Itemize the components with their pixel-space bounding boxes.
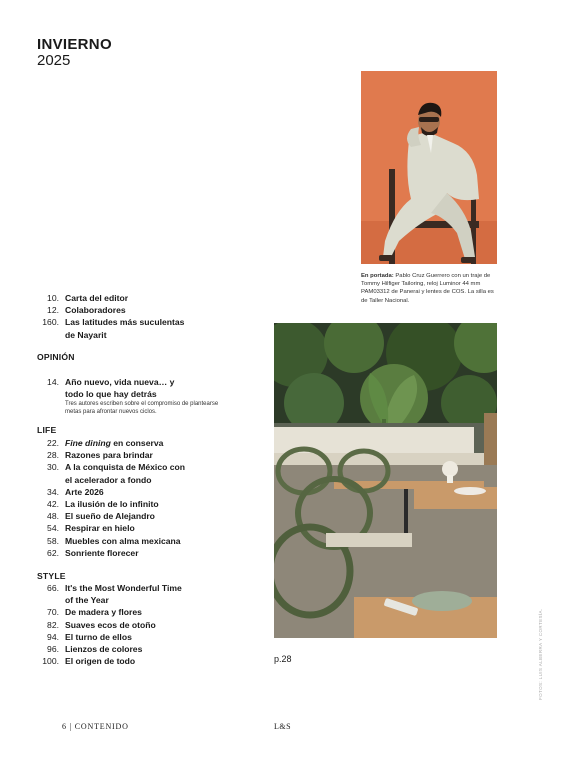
toc-entry-page: 28.: [47, 450, 59, 461]
toc-entry-title: Muebles con alma mexicana: [65, 535, 181, 546]
cover-portrait-illustration: [361, 71, 497, 264]
toc-life-items: [37, 437, 237, 559]
toc-entry-title-text: Año nuevo, vida nueva… y todo lo que hay detrás: [65, 377, 175, 400]
toc-entry-page: 58.: [47, 535, 59, 546]
issue-masthead: [37, 37, 112, 68]
toc-entry-page: 54.: [47, 523, 59, 534]
toc-entry[interactable]: [37, 437, 237, 449]
toc-entry-title: El origen de todo: [65, 656, 136, 667]
toc-entry-title: Sonriente florecer: [65, 547, 139, 558]
section-heading: STYLE: [37, 571, 66, 581]
toc-entry-page: 94.: [47, 631, 59, 642]
restaurant-photo[interactable]: [274, 323, 497, 638]
section-heading: LIFE: [37, 425, 57, 435]
toc-section-life: [37, 425, 237, 435]
toc-entry[interactable]: [37, 316, 187, 340]
toc-entry[interactable]: [37, 292, 237, 304]
toc-entry-title-rest: en conserva: [110, 438, 164, 448]
issue-year: 2025: [37, 52, 71, 69]
toc-entry-title: El turno de ellos: [65, 631, 132, 642]
toc-entry-title: [65, 437, 237, 449]
cover-caption: [361, 272, 501, 305]
toc-entry-title: Lienzos de colores: [65, 644, 143, 655]
toc-entry-title: [65, 376, 225, 417]
toc-entry[interactable]: [37, 582, 187, 606]
photo-credit: FOTOS: LUIS ALBERRA Y CORTESÍA.: [538, 608, 543, 700]
issue-season: INVIERNO: [37, 36, 112, 53]
toc-entry-title: A la conquista de México con el acelerador a fondo: [65, 462, 186, 485]
toc-entry-page: 66.: [47, 583, 59, 593]
toc-entry[interactable]: [37, 498, 237, 510]
toc-section-opinion: [37, 352, 237, 362]
toc-opinion-items: [37, 376, 237, 417]
feature-page-reference: p.28: [274, 654, 292, 664]
toc-entry-page: 12.: [47, 305, 59, 316]
toc-entry[interactable]: [37, 631, 237, 643]
toc-entry-page: 62.: [47, 547, 59, 558]
toc-style-items: [37, 582, 237, 667]
toc-entry[interactable]: [37, 522, 237, 534]
toc-entry-page: 100.: [42, 656, 59, 667]
toc-entry[interactable]: [37, 643, 237, 655]
toc-entry[interactable]: [37, 449, 237, 461]
toc-entry-page: 160.: [42, 317, 59, 328]
toc-entry-title: El sueño de Alejandro: [65, 511, 155, 522]
toc-entry-page: 96.: [47, 644, 59, 655]
toc-entry-title: Las latitudes más suculentas de Nayarit: [65, 317, 185, 340]
toc-entry[interactable]: [37, 655, 237, 667]
toc-entry[interactable]: [37, 461, 187, 485]
toc-entry-title: It's the Most Wonderful Time of the Year: [65, 583, 182, 606]
toc-entry-page: 22.: [47, 438, 59, 448]
toc-entry[interactable]: [37, 376, 225, 417]
cover-caption-label: En portada:: [361, 273, 394, 279]
toc-entry-title: Suaves ecos de otoño: [65, 619, 156, 630]
toc-entry-title: Arte 2026: [65, 486, 104, 497]
toc-section-style: [37, 571, 237, 581]
toc-entry-page: 82.: [47, 619, 59, 630]
toc-entry-page: 14.: [47, 377, 59, 387]
toc-entry-page: 34.: [47, 486, 59, 497]
toc-entry-page: 42.: [47, 499, 59, 510]
section-heading: OPINIÓN: [37, 352, 75, 362]
toc-entry[interactable]: [37, 486, 237, 498]
toc-entry[interactable]: [37, 535, 237, 547]
cover-caption-text: Pablo Cruz Guerrero con un traje de Tommy Hilfiger Tailoring, reloj Luminor 44 mm PAM03312 de Panerai y lentes de COS. La silla es de Taller Nacional.: [361, 273, 494, 304]
cover-photo[interactable]: [361, 71, 497, 264]
toc-entry[interactable]: [37, 619, 237, 631]
toc-entry-description: Tres autores escriben sobre el compromiso de plantearse metas para afrontar nuevos ciclos.: [65, 401, 219, 415]
toc-entry-title: La ilusión de lo infinito: [65, 499, 159, 510]
toc-entry-page: 48.: [47, 511, 59, 522]
toc-intro: [37, 292, 237, 341]
toc-entry[interactable]: [37, 547, 237, 559]
footer-logo: L&S: [274, 722, 292, 731]
footer-folio: 6 | CONTENIDO: [62, 722, 129, 731]
toc-entry-title: Respirar en hielo: [65, 523, 135, 534]
toc-entry[interactable]: [37, 606, 237, 618]
toc-entry-page: 30.: [47, 462, 59, 473]
restaurant-terrace-illustration: [274, 323, 497, 638]
toc-entry-title: De madera y flores: [65, 607, 142, 618]
toc-entry[interactable]: [37, 510, 237, 522]
toc-entry[interactable]: [37, 304, 237, 316]
toc-entry-title-italic: Fine dining: [65, 438, 111, 448]
toc-entry-title: Carta del editor: [65, 293, 129, 303]
toc-entry-title: Razones para brindar: [65, 450, 153, 461]
toc-entry-page: 10.: [47, 293, 59, 303]
toc-entry-title: Colaboradores: [65, 305, 126, 316]
toc-entry-page: 70.: [47, 607, 59, 618]
